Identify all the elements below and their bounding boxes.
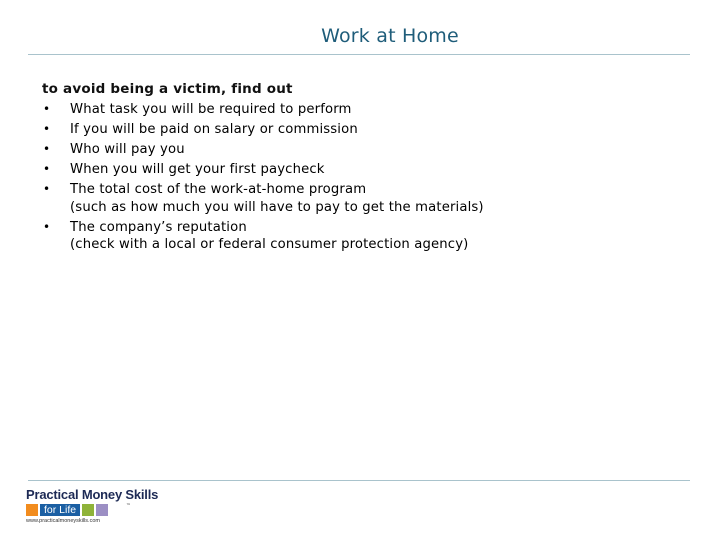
logo-tagline: for Life xyxy=(40,504,80,516)
bullet-text: When you will get your first paycheck xyxy=(70,162,325,177)
bullet-item xyxy=(42,121,484,139)
logo-orange-square xyxy=(26,504,38,516)
bullet-text: If you will be paid on salary or commission xyxy=(70,122,358,137)
bullet-dot: • xyxy=(43,219,51,234)
bullet-item xyxy=(42,219,484,254)
intro-text: to avoid being a victim, find out xyxy=(42,81,293,97)
slide-title: Work at Home xyxy=(321,25,459,47)
bullet-dot: • xyxy=(43,182,51,196)
bullet-dot: • xyxy=(43,102,51,116)
logo-url: www.practicalmoneyskills.com xyxy=(26,518,100,524)
bullet-dot: • xyxy=(43,142,51,156)
bullet-dot: • xyxy=(43,162,51,176)
bullet-text: What task you will be required to perform xyxy=(70,102,352,117)
title-divider xyxy=(28,54,690,55)
bullet-item xyxy=(42,101,484,119)
practical-money-skills-logo xyxy=(26,487,166,529)
bullet-item xyxy=(42,161,484,179)
logo-name: Practical Money Skills xyxy=(26,487,159,502)
logo-trademark: ™ xyxy=(126,503,131,509)
footer-divider xyxy=(28,480,690,481)
logo-purple-square xyxy=(96,504,108,516)
bullet-dot: • xyxy=(43,122,51,136)
bullet-item xyxy=(42,181,484,216)
logo-green-square xyxy=(82,504,94,516)
bullet-text: The company’s reputation xyxy=(70,219,247,235)
bullet-subtext: (check with a local or federal consumer protection agency) xyxy=(70,237,469,252)
bullet-subtext: (such as how much you will have to pay to get the materials) xyxy=(70,199,484,215)
logo-tagline-row xyxy=(26,504,110,516)
bullet-text: The total cost of the work-at-home program xyxy=(70,182,367,197)
bullet-text: Who will pay you xyxy=(70,142,185,157)
bullet-list xyxy=(42,101,484,256)
bullet-item xyxy=(42,141,484,159)
